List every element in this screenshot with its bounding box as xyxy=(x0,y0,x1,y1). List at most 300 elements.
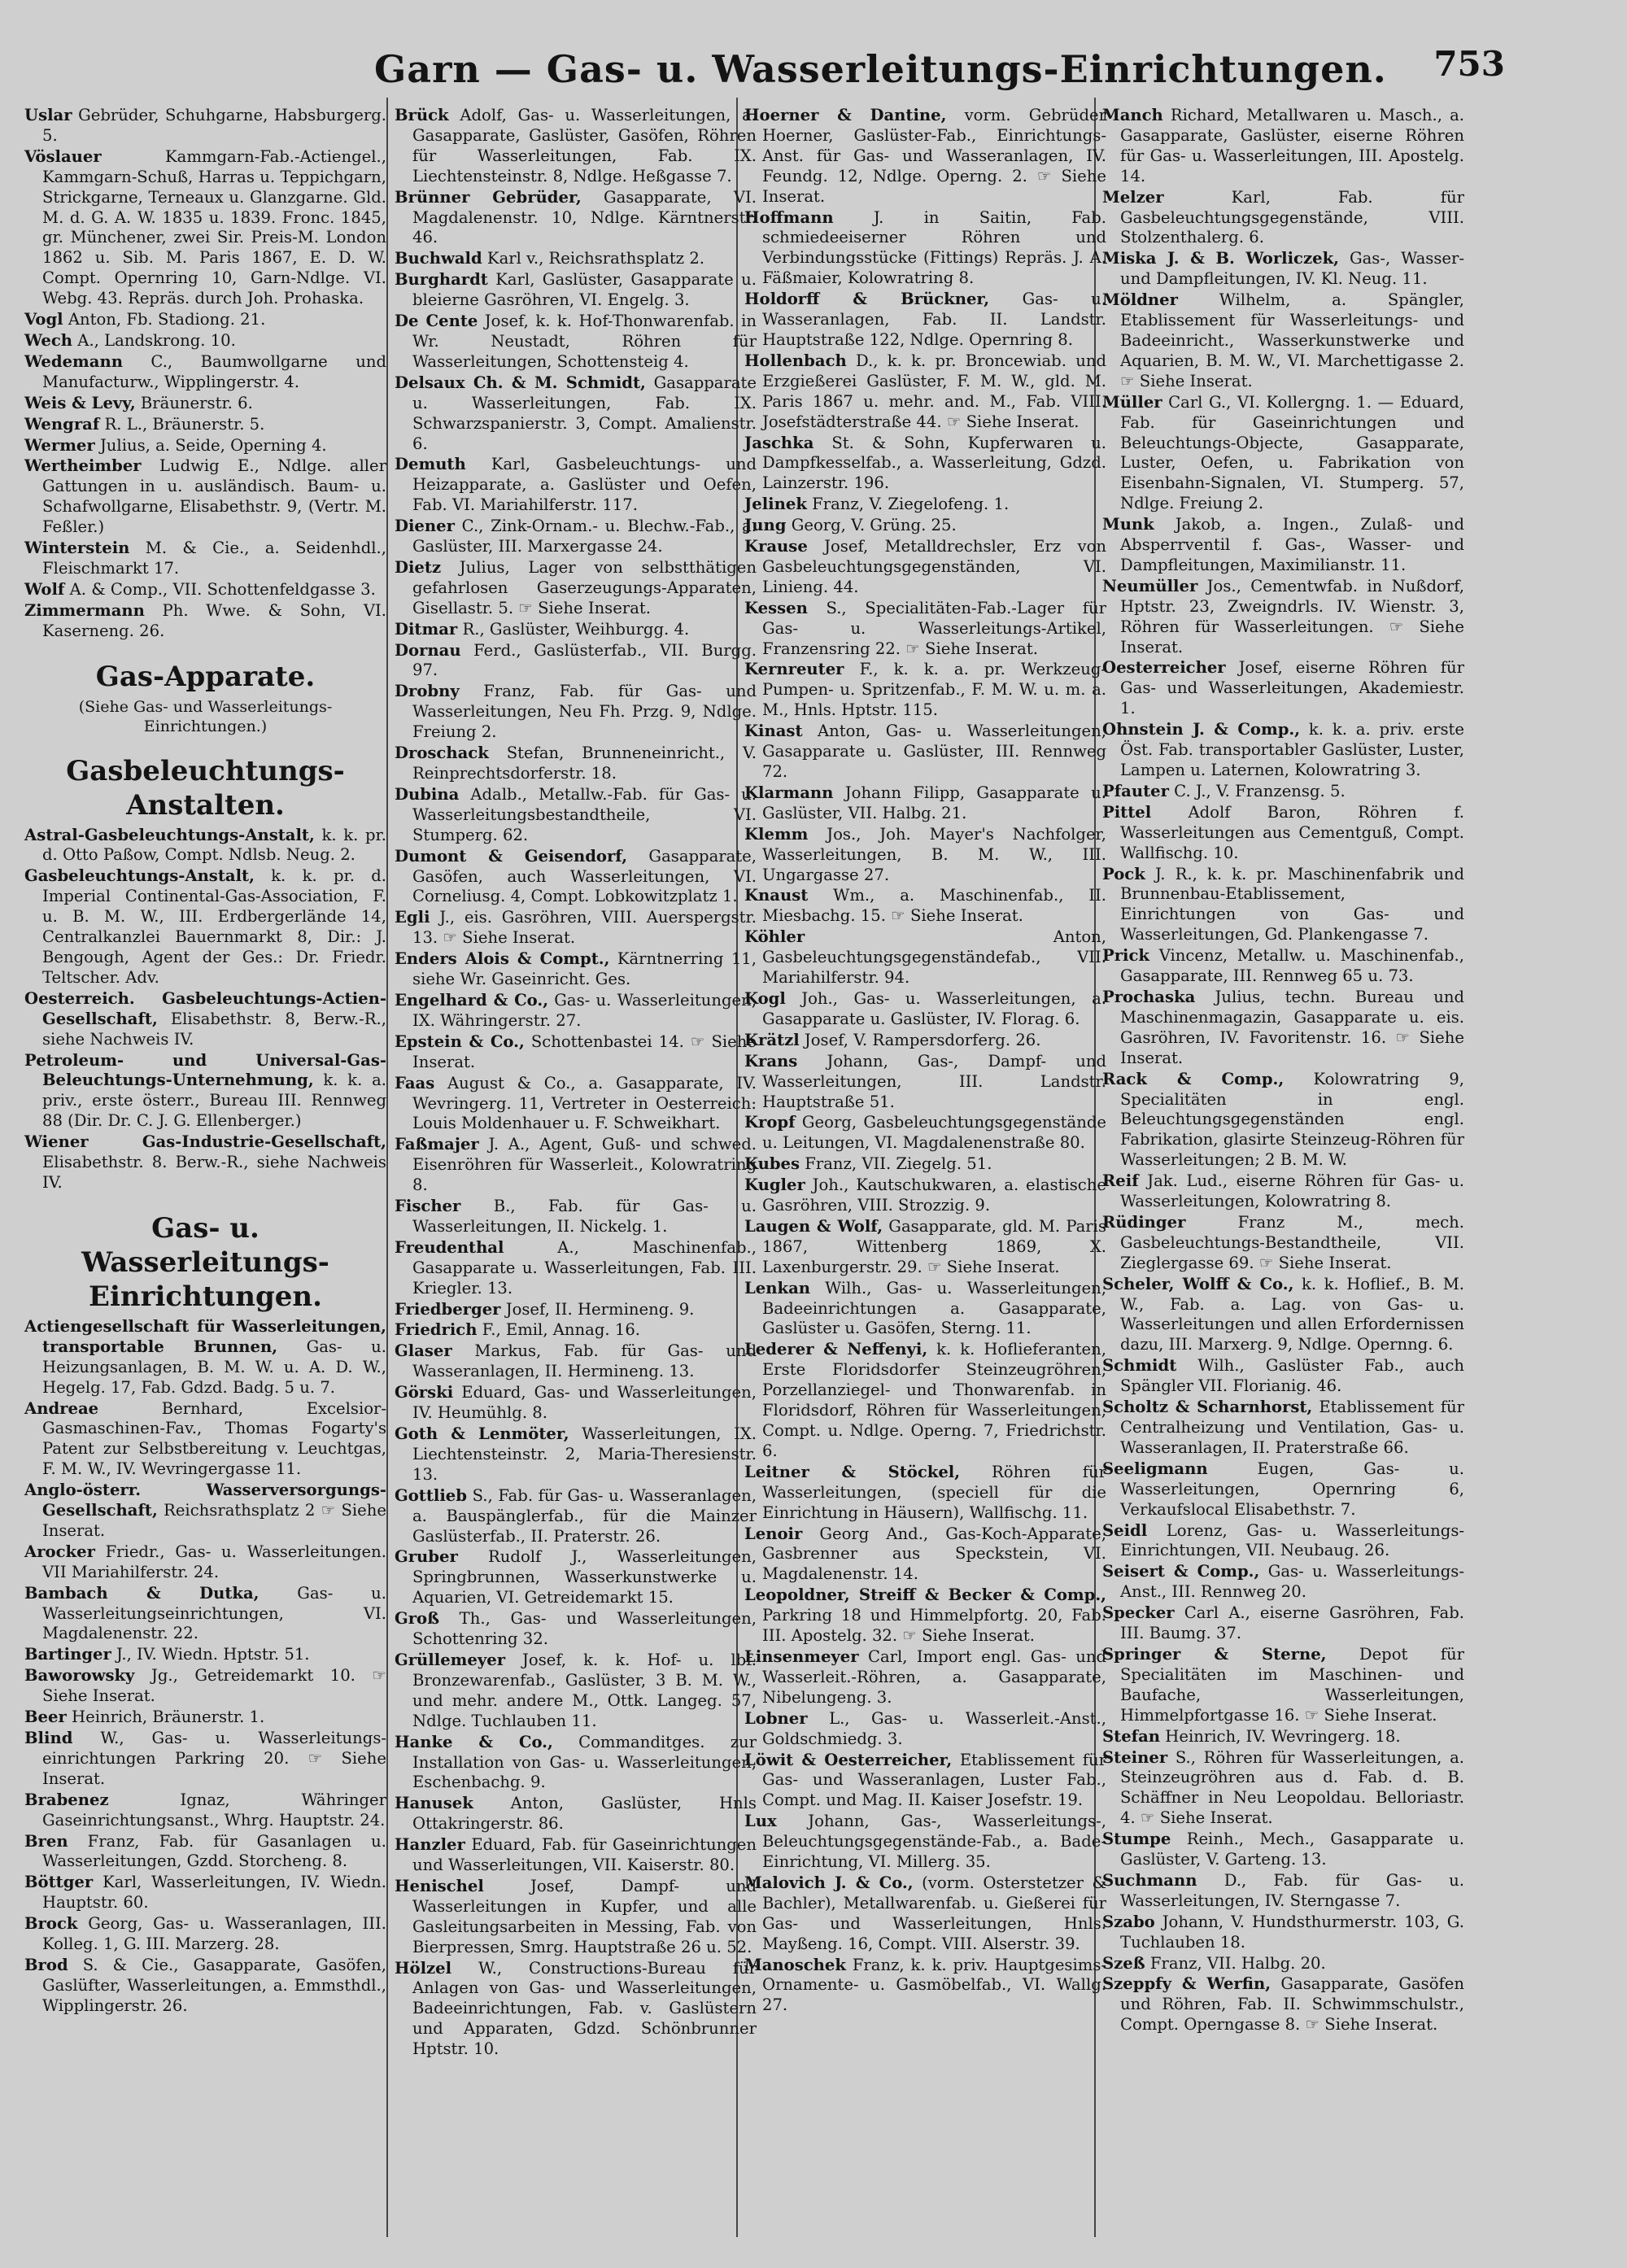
entry-text: Gas-, Wasser- und Dampfleitungen, IV. Kl. Neug. 11. xyxy=(1120,249,1464,289)
entry-text: Bräunerstr. 6. xyxy=(135,393,253,412)
entry-name: Scheler, Wolff & Co., xyxy=(1102,1274,1294,1293)
directory-entry xyxy=(744,989,1106,1030)
section-heading: Gasbeleuchtungs-Anstalten. xyxy=(66,754,345,822)
entry-name: Köhler xyxy=(744,927,805,947)
directory-entry xyxy=(744,722,1106,783)
directory-entry xyxy=(395,641,757,682)
entry-name: Groß xyxy=(395,1609,440,1629)
directory-entry xyxy=(24,1051,386,1132)
entry-name: Diener xyxy=(395,517,455,536)
entry-text: R. L., Bräunerstr. 5. xyxy=(99,414,265,434)
entry-text: Lorenz, Gas- u. Wasserleitungs-Einrichtungen, VII. Neubaug. 26. xyxy=(1120,1520,1464,1560)
directory-entry xyxy=(395,558,757,619)
directory-entry xyxy=(24,1584,386,1645)
directory-entry xyxy=(24,1708,386,1728)
entry-name: Drobny xyxy=(395,682,460,701)
entry-name: Kubes xyxy=(744,1154,800,1174)
entry-text: Stefan, Brunneneinricht., V. Reinprechtsdorferstr. 18. xyxy=(412,744,757,783)
entry-text: Franz, VII. Halbg. 20. xyxy=(1145,1953,1326,1973)
entry-name: Buchwald xyxy=(395,249,482,268)
directory-entry xyxy=(744,927,1106,988)
entry-text: k. k. a. priv. erste Öst. Fab. transportabler Gaslüster, Luster, Lampen u. Laternen, Kolowratring 3. xyxy=(1120,720,1464,779)
directory-entry xyxy=(395,785,757,846)
entry-name: Enders Alois & Compt., xyxy=(395,949,610,969)
directory-entry xyxy=(24,1399,386,1481)
entry-name: Wiener Gas-Industrie-Gesellschaft, xyxy=(24,1132,386,1152)
entry-name: Kogl xyxy=(744,988,786,1008)
directory-entry xyxy=(395,1486,757,1547)
directory-entry xyxy=(395,1651,757,1732)
directory-entry xyxy=(24,1832,386,1873)
entry-text: Eduard, Fab. für Gaseinrichtungen und Wasserleitungen, VII. Kaiserstr. 80. xyxy=(412,1835,757,1875)
entry-text: F., k. k. a. pr. Werkzeug-Pumpen- u. Spritzenfab., F. M. W. u. m. a. M., Hnls. Hptstr. 115. xyxy=(762,660,1106,720)
entry-text: Johann Filipp, Gasapparate u. Gaslüster, VII. Halbg. 21. xyxy=(762,783,1106,822)
directory-entry xyxy=(744,1585,1106,1646)
entry-text: F., Emil, Annag. 16. xyxy=(477,1320,641,1340)
directory-entry xyxy=(744,516,1106,536)
entry-name: Grüllemeyer xyxy=(395,1650,506,1669)
entry-text: Gas- u. Wasserleitungseinrichtungen, VI. Magdalenenstr. 22. xyxy=(42,1583,386,1643)
entry-name: Dietz xyxy=(395,557,442,577)
entry-text: Josef, eiserne Röhren für Gas- und Wasserleitungen, Akademiestr. 1. xyxy=(1120,658,1464,718)
entry-text: Gasapparate, Gasöfen, auch Wasserleitungen, VI. Corneliusg. 4, Compt. Lobkowitzplatz 1. xyxy=(412,846,757,906)
entry-text: Reichsrathsplatz 2 ☞ Siehe Inserat. xyxy=(42,1501,386,1540)
directory-entry xyxy=(24,147,386,309)
directory-entry xyxy=(1102,1275,1464,1356)
entry-text: D., k. k. pr. Broncewiab. und Erzgießerei Gaslüster, F. M. W., gld. M. Paris 1867 u. mehr. and. M., Fab. VIII. Josefstädterstraße 44. ☞ Siehe Inserat. xyxy=(762,351,1106,431)
entry-text: Adolf, Gas- u. Wasserleitungen, a. Gasapparate, Gaslüster, Gasöfen, Röhren für Wasserleitungen, Fab. IX. Liechtensteinstr. 8, Ndlge. Heßgasse 7. xyxy=(412,106,757,185)
directory-entry xyxy=(395,270,757,311)
directory-entry xyxy=(24,1956,386,2017)
entry-text: C., Baumwollgarne und Manufacturw., Wipplingerstr. 4. xyxy=(42,351,386,391)
entry-text: Georg, Gasbeleuchtungsgegenstände u. Leitungen, VI. Magdalenenstraße 80. xyxy=(762,1113,1106,1153)
entry-name: Böttger xyxy=(24,1873,94,1892)
entry-text: Franz, k. k. priv. Hauptgesims-Ornamente- u. Gasmöbelfab., VI. Wallg. 27. xyxy=(762,1955,1106,2015)
directory-entry xyxy=(1102,188,1464,249)
entry-name: Neumüller xyxy=(1102,576,1198,595)
directory-entry xyxy=(1102,1913,1464,1953)
entry-name: Brück xyxy=(395,106,449,124)
directory-entry xyxy=(24,1729,386,1790)
entry-name: Wedemann xyxy=(24,351,123,371)
directory-entry xyxy=(1102,1562,1464,1603)
entry-text: Josef, k. k. Hof- u. lbf. Bronzewarenfab., Gaslüster, 3 B. M. W., und mehr. andere M., Ottk. Langeg. 57, Ndlge. Tuchlauben 11. xyxy=(412,1650,757,1730)
entry-text: R., Gaslüster, Weihburgg. 4. xyxy=(457,619,690,639)
entry-text: Julius, techn. Bureau und Maschinenmagazin, Gasapparate u. eis. Gasröhren, IV. Favoritenstr. 16. ☞ Siehe Inserat. xyxy=(1120,987,1464,1067)
directory-entry xyxy=(1102,1070,1464,1171)
entry-name: Laugen & Wolf, xyxy=(744,1216,883,1236)
directory-entry xyxy=(395,1238,757,1299)
directory-entry xyxy=(1102,1974,1464,2035)
entry-text: Franz, V. Ziegelofeng. 1. xyxy=(806,495,1010,514)
directory-entry xyxy=(1102,1748,1464,1830)
directory-entry xyxy=(1102,106,1464,187)
entry-name: Glaser xyxy=(395,1341,452,1361)
entry-text: Gasapparate, VI. Magdalenenstr. 10, Ndlge. Kärntnerstr. 46. xyxy=(412,187,757,247)
entry-text: Georg, Gas- u. Wasseranlagen, III. Kolleg. 1, G. III. Marzerg. 28. xyxy=(42,1914,386,1954)
directory-entry xyxy=(395,106,757,187)
directory-entry xyxy=(395,517,757,557)
entry-text: Carl, Import engl. Gas- und Wasserleit.-Röhren, a. Gasapparate, Nibelungeng. 3. xyxy=(762,1646,1106,1707)
entry-name: Jaschka xyxy=(744,433,814,452)
entry-text: k. k. pr. d. Otto Paßow, Compt. Ndlsb. Neug. 2. xyxy=(42,825,386,865)
entry-text: Vincenz, Metallw. u. Maschinenfab., Gasapparate, III. Rennweg 65 u. 73. xyxy=(1120,946,1464,986)
entry-text: B., Fab. für Gas- u. Wasserleitungen, II. Nickelg. 1. xyxy=(412,1197,757,1236)
directory-entry xyxy=(1102,1356,1464,1397)
entry-name: Melzer xyxy=(1102,187,1164,207)
entry-name: Andreae xyxy=(24,1398,99,1418)
directory-entry xyxy=(395,1959,757,2061)
entry-name: Actiengesellschaft für Wasserleitungen, transportable Brunnen, xyxy=(24,1316,386,1356)
directory-entry xyxy=(395,949,757,990)
column-rule xyxy=(386,98,388,2237)
entry-text: St. & Sohn, Kupferwaren u. Dampfkesselfab., a. Wasserleitung, Gdzd. Lainzerstr. 196. xyxy=(762,433,1106,493)
entry-name: Oesterreich. Gasbeleuchtungs-Actien-Gesellschaft, xyxy=(24,988,386,1028)
entry-text: Georg, V. Grüng. 25. xyxy=(786,516,957,535)
entry-name: Specker xyxy=(1102,1603,1175,1623)
directory-entry xyxy=(395,1733,757,1794)
directory-entry xyxy=(395,991,757,1032)
directory-entry xyxy=(744,1175,1106,1216)
entry-name: Szeß xyxy=(1102,1953,1145,1973)
entry-name: Hanusek xyxy=(395,1794,473,1813)
directory-entry xyxy=(24,436,386,456)
entry-name: Dornau xyxy=(395,640,461,660)
entry-name: Müller xyxy=(1102,392,1162,412)
entry-name: Kugler xyxy=(744,1175,805,1195)
directory-entry xyxy=(395,1341,757,1382)
column-1 xyxy=(24,106,386,2017)
entry-name: Krätzl xyxy=(744,1030,800,1049)
directory-entry xyxy=(744,1751,1106,1812)
entry-text: Wasserleitungen, IX. Liechtensteinstr. 2, Maria-Theresienstr. 13. xyxy=(412,1424,757,1484)
directory-entry xyxy=(744,351,1106,433)
entry-name: Wolf xyxy=(24,579,65,599)
entry-text: Johann, Gas-, Wasserleitungs-, Beleuchtungsgegenstände-Fab., a. Bade-Einrichtung, VI. Millerg. 35. xyxy=(762,1812,1106,1872)
entry-name: Seisert & Comp., xyxy=(1102,1562,1260,1581)
directory-entry xyxy=(744,434,1106,495)
entry-text: Gas- u. Heizungsanlagen, B. M. W. u. A. D. W., Hegelg. 17, Fab. Gdzd. Badg. 5 u. 7. xyxy=(42,1337,386,1397)
entry-name: Baworowsky xyxy=(24,1666,135,1686)
directory-entry xyxy=(395,312,757,373)
section-heading: Gas-Apparate. xyxy=(95,660,316,693)
entry-text: Wilh., Gaslüster Fab., auch Spängler VII. Florianig. 46. xyxy=(1120,1356,1464,1396)
entry-name: Hanzler xyxy=(395,1835,465,1855)
entry-name: Delsaux Ch. & M. Schmidt, xyxy=(395,373,646,392)
entry-text: Josef, II. Hermineng. 9. xyxy=(500,1299,695,1319)
entry-text: L., Gas- u. Wasserleit.-Anst., Goldschmiedg. 3. xyxy=(762,1708,1106,1748)
entry-name: Zimmermann xyxy=(24,600,145,620)
entry-text: Ludwig E., Ndlge. aller Gattungen in u. ausländisch. Baum- u. Schafwollgarne, Elisabethstr. 9, (Vertr. M. Feßler.) xyxy=(42,456,386,537)
entry-name: Wech xyxy=(24,330,73,350)
entry-text: Etablissement für Gas- und Wasseranlagen, Luster Fab., Compt. und Mag. II. Kaiser Josefstr. 19. xyxy=(762,1750,1106,1810)
directory-entry xyxy=(1102,1521,1464,1562)
entry-name: Lederer & Neffenyi, xyxy=(744,1340,928,1359)
page-header xyxy=(0,24,1627,114)
directory-entry xyxy=(24,1873,386,1913)
entry-name: Miska J. & B. Worliczek, xyxy=(1102,249,1339,268)
directory-entry xyxy=(395,1547,757,1608)
entry-name: Leitner & Stöckel, xyxy=(744,1462,961,1481)
entry-name: Gottlieb xyxy=(395,1485,467,1505)
directory-entry xyxy=(744,290,1106,351)
directory-entry xyxy=(24,1790,386,1831)
directory-entry xyxy=(744,537,1106,598)
entry-text: Franz, VII. Ziegelg. 51. xyxy=(800,1154,992,1174)
section-note: (Siehe Gas- und Wasserleitungs-Einrichtungen.) xyxy=(78,697,333,735)
directory-entry xyxy=(395,1032,757,1073)
entry-name: Hoerner & Dantine, xyxy=(744,106,947,124)
entry-name: Pittel xyxy=(1102,802,1152,822)
entry-text: Karl v., Reichsrathsplatz 2. xyxy=(482,249,705,268)
directory-entry xyxy=(1102,1871,1464,1912)
directory-entry xyxy=(1102,249,1464,290)
entry-name: Kinast xyxy=(744,722,803,741)
entry-name: Petroleum- und Universal-Gas-Beleuchtungs-Unternehmung, xyxy=(24,1050,386,1090)
entry-text: J., IV. Wiedn. Hptstr. 51. xyxy=(111,1645,310,1664)
entry-name: Schmidt xyxy=(1102,1356,1177,1376)
page-number: 753 xyxy=(1433,44,1505,84)
entry-name: Kernreuter xyxy=(744,660,844,679)
directory-entry xyxy=(395,1320,757,1341)
entry-name: Lux xyxy=(744,1812,777,1831)
entry-text: k. k. pr. d. Imperial Continental-Gas-Association, F. u. B. M. W., III. Erdbergerlände 14, Centralkanzlei Bauernmarkt 8, Dir.: J. Bengough, Agent der Ges.: Dr. Friedr. Teltscher. Adv. xyxy=(42,866,386,987)
directory-entry xyxy=(24,826,386,866)
entry-name: Kessen xyxy=(744,598,808,617)
entry-text: Ph. Wwe. & Sohn, VI. Kaserneng. 26. xyxy=(42,600,386,640)
entry-text: Ignaz, Währinger Gaseinrichtungsanst., Whrg. Hauptstr. 24. xyxy=(42,1790,386,1830)
entry-text: Julius, a. Seide, Operning 4. xyxy=(94,435,327,455)
entry-text: k. k. Hoflief., B. M. W., Fab. a. Lag. von Gas- u. Wasserleitungen und allen Erfordernissen dazu, III. Marxerg. 9, Ndlge. Opernng. 6. xyxy=(1120,1274,1464,1354)
entry-name: Hoffmann xyxy=(744,207,834,227)
entry-text: S., Specialitäten-Fab.-Lager für Gas- u. Wasserleitungs-Artikel, Franzensring 22. ☞ Siehe Inserat. xyxy=(762,598,1106,658)
directory-entry xyxy=(395,1074,757,1135)
entry-name: Hollenbach xyxy=(744,351,847,370)
entry-name: Brabenez xyxy=(24,1790,109,1809)
entry-name: Freudenthal xyxy=(395,1237,504,1257)
column-4 xyxy=(1102,106,1464,2036)
directory-entry xyxy=(24,310,386,330)
entry-name: Seidl xyxy=(1102,1520,1148,1540)
entry-text: Etablissement für Centralheizung und Ventilation, Gas- u. Wasseranlagen, II. Praterstraße 66. xyxy=(1120,1398,1464,1457)
entry-text: Commanditges. zur Installation von Gas- u. Wasserleitungen, Eschenbachg. 9. xyxy=(412,1732,757,1792)
directory-entry xyxy=(395,1300,757,1320)
entry-text: J., eis. Gasröhren, VIII. Auerspergstr. 13. ☞ Siehe Inserat. xyxy=(412,908,757,948)
directory-entry xyxy=(1102,1171,1464,1212)
directory-entry xyxy=(24,1666,386,1707)
directory-entry xyxy=(24,415,386,435)
entry-name: Friedrich xyxy=(395,1320,478,1340)
entry-name: Bren xyxy=(24,1831,68,1851)
entry-text: Elisabethstr. 8. Berw.-R., siehe Nachweis IV. xyxy=(42,1153,386,1192)
entry-name: Pfauter xyxy=(1102,781,1169,800)
directory-entry xyxy=(24,1317,386,1398)
directory-entry xyxy=(744,1052,1106,1113)
directory-entry xyxy=(24,331,386,351)
entry-name: Bambach & Dutka, xyxy=(24,1583,260,1603)
entry-name: Prick xyxy=(1102,946,1150,966)
directory-entry xyxy=(1102,290,1464,392)
entry-text: Karl, Gaslüster, Gasapparate u. bleierne Gasröhren, VI. Engelg. 3. xyxy=(412,270,757,310)
entry-name: Manoschek xyxy=(744,1955,846,1974)
entry-name: Anglo-österr. Wasserversorgungs-Gesellschaft, xyxy=(24,1481,386,1520)
directory-entry xyxy=(395,1794,757,1834)
directory-entry xyxy=(744,495,1106,515)
directory-entry xyxy=(744,886,1106,927)
directory-entry xyxy=(395,682,757,743)
entry-name: Lenoir xyxy=(744,1524,803,1543)
entry-text: Wilh., Gas- u. Wasserleitungen, Badeeinrichtungen a. Gasapparate, Gaslüster u. Gasöfen, Sterng. 11. xyxy=(762,1278,1106,1338)
directory-entry xyxy=(24,106,386,146)
entry-text: Gasapparate u. Wasserleitungen, Fab. IX. Schwarzspanierstr. 3, Compt. Amalienstr. 6. xyxy=(412,373,757,453)
entry-name: Dumont & Geisendorf, xyxy=(395,846,628,866)
entry-name: Lenkan xyxy=(744,1278,811,1298)
entry-text: Th., Gas- und Wasserleitungen, Schottenring 32. xyxy=(412,1609,757,1649)
entry-name: Leopoldner, Streiff & Becker & Comp., xyxy=(744,1585,1106,1605)
entry-text: Johann, V. Hundsthurmerstr. 103, G. Tuchlauben 18. xyxy=(1120,1912,1464,1952)
entry-name: Krans xyxy=(744,1051,798,1071)
entry-text: Bernhard, Excelsior-Gasmaschinen-Fav., Thomas Fogarty's Patent zur Selbstbereitung v. Leuchtgas, F. M. W., IV. Wevringergasse 11. xyxy=(42,1398,386,1479)
entry-text: Eugen, Gas- u. Wasserleitungen, Opernring 6, Verkaufslocal Elisabethstr. 7. xyxy=(1120,1459,1464,1519)
entry-text: Ferd., Gaslüsterfab., VII. Burgg. 97. xyxy=(412,640,757,680)
entry-name: Burghardt xyxy=(395,270,488,290)
entry-name: Stumpe xyxy=(1102,1830,1171,1849)
running-title: Garn — Gas- u. Wasserleitungs-Einrichtungen. xyxy=(374,47,1387,91)
entry-name: Klemm xyxy=(744,824,809,844)
entry-text: Karl, Wasserleitungen, IV. Wiedn. Hauptstr. 60. xyxy=(42,1873,386,1913)
entry-name: Wermer xyxy=(24,435,95,455)
entry-name: Fischer xyxy=(395,1197,461,1216)
entry-text: W., Constructions-Bureau für Anlagen von Gas- und Wasserleitungen, Badeeinrichtungen, Fab. v. Gaslüstern und Apparaten, Gdzd. Schönbrunner Hptstr. 10. xyxy=(412,1958,757,2059)
directory-entry xyxy=(24,1542,386,1583)
entry-name: Wengraf xyxy=(24,414,100,434)
entry-name: Suchmann xyxy=(1102,1870,1197,1890)
entry-text: Anton, Gaslüster, Hnls Ottakringerstr. 86. xyxy=(412,1794,757,1834)
entry-name: Ditmar xyxy=(395,619,458,639)
directory-entry xyxy=(395,847,757,908)
entry-name: Holdorff & Brückner, xyxy=(744,290,990,309)
directory-entry xyxy=(395,744,757,784)
entry-text: August & Co., a. Gasapparate, IV. Wevringerg. 11, Vertreter in Oesterreich: Louis Moldenhauer u. F. Schweikhart. xyxy=(412,1073,757,1133)
entry-name: Vogl xyxy=(24,310,63,329)
entry-text: Johann, Gas-, Dampf- und Wasserleitungen, III. Landstr. Hauptstraße 51. xyxy=(762,1051,1106,1111)
entry-text: Gas- u. Wasserleitungen, IX. Währingerstr. 27. xyxy=(412,990,757,1030)
entry-text: Elisabethstr. 8, Berw.-R., siehe Nachweis IV. xyxy=(42,1009,386,1049)
directory-entry xyxy=(744,1812,1106,1873)
entry-text: J. R., k. k. pr. Maschinenfabrik und Brunnenbau-Etablissement, Einrichtungen von Gas- und Wasserleitungen, Gd. Plankengasse 7. xyxy=(1120,864,1464,944)
entry-name: Jelinek xyxy=(744,495,807,514)
column-3 xyxy=(744,106,1106,2017)
entry-name: Szabo xyxy=(1102,1912,1155,1931)
directory-entry xyxy=(744,1709,1106,1750)
directory-entry xyxy=(744,1113,1106,1154)
directory-entry xyxy=(395,1609,757,1650)
entry-name: Linsenmeyer xyxy=(744,1646,859,1666)
entry-text: Wilhelm, a. Spängler, Etablissement für Wasserleitungs- und Badeeinricht., Wasserkunstwerke und Aquarien, B. M. W., VI. Marchettigasse 2. ☞ Siehe Inserat. xyxy=(1120,290,1464,390)
entry-text: Adolf Baron, Röhren f. Wasserleitungen aus Cementguß, Compt. Wallfischg. 10. xyxy=(1120,802,1464,862)
entry-text: Markus, Fab. für Gas- und Wasseranlagen, II. Hermineng. 13. xyxy=(412,1341,757,1381)
entry-text: Gasapparate, gld. M. Paris 1867, Wittenberg 1869, X. Laxenburgerstr. 29. ☞ Siehe Inserat. xyxy=(762,1216,1106,1276)
entry-text: Jos., Cementwfab. in Nußdorf, Hptstr. 23, Zweigndrls. IV. Wienstr. 3, Röhren für Wasserleitungen. ☞ Siehe Inserat. xyxy=(1120,576,1464,656)
directory-entry xyxy=(1102,988,1464,1069)
directory-entry xyxy=(24,1914,386,1955)
entry-text: Karl, Fab. für Gasbeleuchtungsgegenstände, VIII. Stolzenthalerg. 6. xyxy=(1120,187,1464,247)
entry-text: Josef, Metalldrechsler, Erz von Gasbeleuchtungsgegenständen, VI. Linieng. 44. xyxy=(762,537,1106,596)
entry-name: Faßmajer xyxy=(395,1135,479,1154)
entry-text: Gas- u. Wasseranlagen, Fab. II. Landstr. Hauptstraße 122, Ndlge. Opernring 8. xyxy=(762,290,1106,349)
section-heading: Gas- u. Wasserleitungs-Einrichtungen. xyxy=(81,1211,329,1313)
directory-entry xyxy=(744,599,1106,660)
directory-entry xyxy=(395,1877,757,1958)
directory-entry xyxy=(744,825,1106,886)
entry-name: Möldner xyxy=(1102,290,1178,310)
entry-text: Heinrich, Bräunerstr. 1. xyxy=(66,1708,265,1727)
entry-name: Uslar xyxy=(24,106,72,124)
entry-name: Astral-Gasbeleuchtungs-Anstalt, xyxy=(24,825,315,844)
entry-text: Kolowratring 9, Specialitäten in engl. Beleuchtungsgegenständen engl. Fabrikation, glasirte Steinzeug-Röhren für Wasserleitungen; 2 B. M. W. xyxy=(1120,1069,1464,1170)
entry-text: Jakob, a. Ingen., Zulaß- und Absperrventil f. Gas-, Wasser- und Dampfleitungen, Maximilianstr. 11. xyxy=(1120,515,1464,574)
directory-entry xyxy=(744,106,1106,207)
entry-name: Arocker xyxy=(24,1542,95,1561)
entry-text: D., Fab. für Gas- u. Wasserleitungen, IV. Sterngasse 7. xyxy=(1120,1870,1464,1910)
directory-entry xyxy=(744,1524,1106,1585)
entry-name: Demuth xyxy=(395,455,466,474)
directory-entry xyxy=(395,1835,757,1876)
entry-name: Engelhard & Co., xyxy=(395,990,549,1010)
directory-entry xyxy=(1102,1645,1464,1726)
entry-name: Brock xyxy=(24,1914,78,1934)
entry-name: Görski xyxy=(395,1383,454,1402)
directory-entry xyxy=(24,352,386,393)
entry-text: Gebrüder, Schuhgarne, Habsburgerg. 5. xyxy=(42,106,386,145)
directory-entry xyxy=(395,1383,757,1424)
directory-entry xyxy=(1102,1398,1464,1459)
directory-entry xyxy=(1102,393,1464,514)
entry-name: Beer xyxy=(24,1708,67,1727)
entry-text: A., Maschinenfab., Gasapparate u. Wasserleitungen, Fab. III. Kriegler. 13. xyxy=(412,1237,757,1298)
entry-name: Hölzel xyxy=(395,1958,452,1978)
entry-text: Jg., Getreidemarkt 10. ☞ Siehe Inserat. xyxy=(42,1666,386,1706)
entry-text: Parkring 18 und Himmelpfortg. 20, Fab. III. Apostelg. 32. ☞ Siehe Inserat. xyxy=(762,1606,1106,1646)
entry-name: Brod xyxy=(24,1955,68,1974)
entry-name: Prochaska xyxy=(1102,987,1196,1006)
entry-text: Joh., Gas- u. Wasserleitungen, a. Gasapparate u. Gaslüster, IV. Florag. 6. xyxy=(762,988,1106,1028)
entry-name: Henischel xyxy=(395,1876,484,1895)
directory-entry xyxy=(395,620,757,640)
entry-name: Goth & Lenmöter, xyxy=(395,1424,569,1443)
entry-name: Szeppfy & Werfin, xyxy=(1102,1974,1272,1994)
directory-entry xyxy=(1102,1213,1464,1274)
entry-name: Munk xyxy=(1102,515,1154,534)
directory-entry xyxy=(395,1197,757,1237)
entry-name: Pock xyxy=(1102,864,1145,883)
directory-entry xyxy=(24,539,386,579)
entry-text: Carl A., eiserne Gasröhren, Fab. III. Baumg. 37. xyxy=(1120,1603,1464,1643)
directory-entry xyxy=(1102,1459,1464,1520)
entry-text: Kärntnerring 11, siehe Wr. Gaseinricht. Ges. xyxy=(412,949,757,989)
directory-entry xyxy=(24,1481,386,1542)
directory-entry xyxy=(744,660,1106,721)
entry-name: Friedberger xyxy=(395,1299,501,1319)
entry-text: Jos., Joh. Mayer's Nachfolger, Wasserleitungen, B. M. W., III. Ungargasse 27. xyxy=(762,824,1106,884)
entry-text: Julius, Lager von selbstthätigen gefahrlosen Gaserzeugungs-Apparaten, Gisellastr. 5. ☞ Siehe Inserat. xyxy=(412,557,757,617)
entry-name: Steiner xyxy=(1102,1747,1168,1767)
directory-entry xyxy=(395,908,757,949)
entry-name: Faas xyxy=(395,1073,435,1093)
entry-text: A., Landskrong. 10. xyxy=(72,330,236,350)
entry-name: Brünner Gebrüder, xyxy=(395,187,582,207)
directory-entry xyxy=(744,1463,1106,1524)
